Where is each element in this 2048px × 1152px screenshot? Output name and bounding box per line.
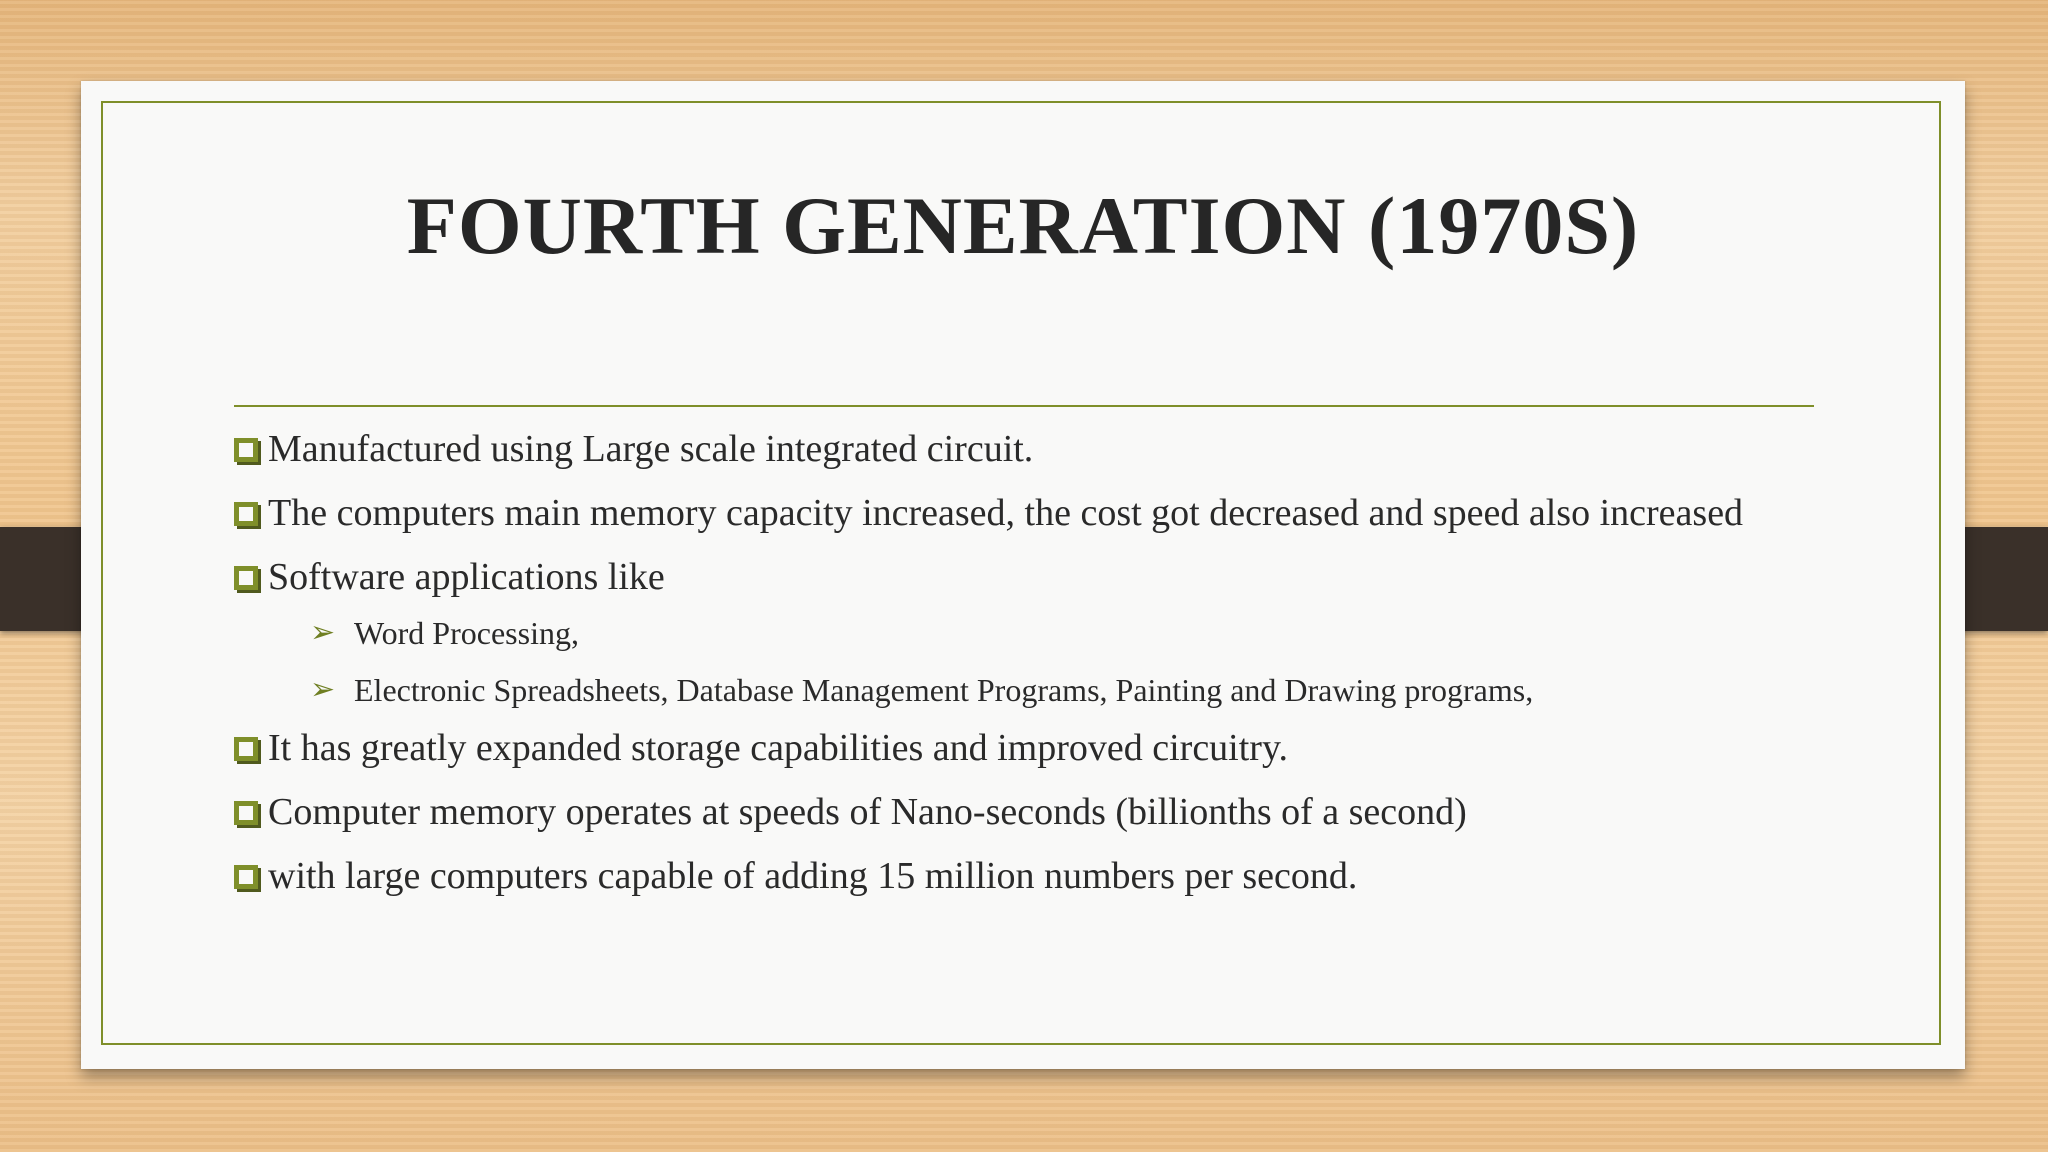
arrow-bullet-icon: ➢ xyxy=(310,672,336,707)
square-bullet-icon xyxy=(234,801,258,825)
slide-title: FOURTH GENERATION (1970S) xyxy=(406,180,1640,271)
bullet-item xyxy=(234,856,1834,897)
sub-bullet-item xyxy=(310,615,1834,651)
title-divider xyxy=(234,405,1814,407)
square-bullet-icon xyxy=(234,737,258,761)
bullet-text: Manufactured using Large scale integrated circuit. xyxy=(268,428,1034,470)
bullet-text: Computer memory operates at speeds of Nano-seconds (billionths of a second) xyxy=(268,791,1467,833)
bullet-item xyxy=(234,493,1834,534)
bullet-list xyxy=(234,429,1834,920)
bullet-text: with large computers capable of adding 15 million numbers per second. xyxy=(268,855,1358,897)
bullet-text: Software applications like xyxy=(268,556,665,598)
bullet-item xyxy=(234,792,1834,833)
square-bullet-icon xyxy=(234,566,258,590)
bullet-item xyxy=(234,557,1834,598)
slide xyxy=(81,81,1965,1069)
bullet-item xyxy=(234,728,1834,769)
square-bullet-icon xyxy=(234,865,258,889)
bullet-text: The computers main memory capacity increased, the cost got decreased and speed also increased xyxy=(268,492,1744,534)
arrow-bullet-icon: ➢ xyxy=(310,615,336,650)
sub-bullet-text: Electronic Spreadsheets, Database Management Programs, Painting and Drawing programs, xyxy=(354,672,1534,708)
bullet-text: It has greatly expanded storage capabilities and improved circuitry. xyxy=(268,727,1288,769)
square-bullet-icon xyxy=(234,438,258,462)
bullet-item xyxy=(234,429,1834,470)
sub-bullet-text: Word Processing, xyxy=(354,615,579,651)
sub-bullet-item xyxy=(310,672,1834,708)
square-bullet-icon xyxy=(234,502,258,526)
